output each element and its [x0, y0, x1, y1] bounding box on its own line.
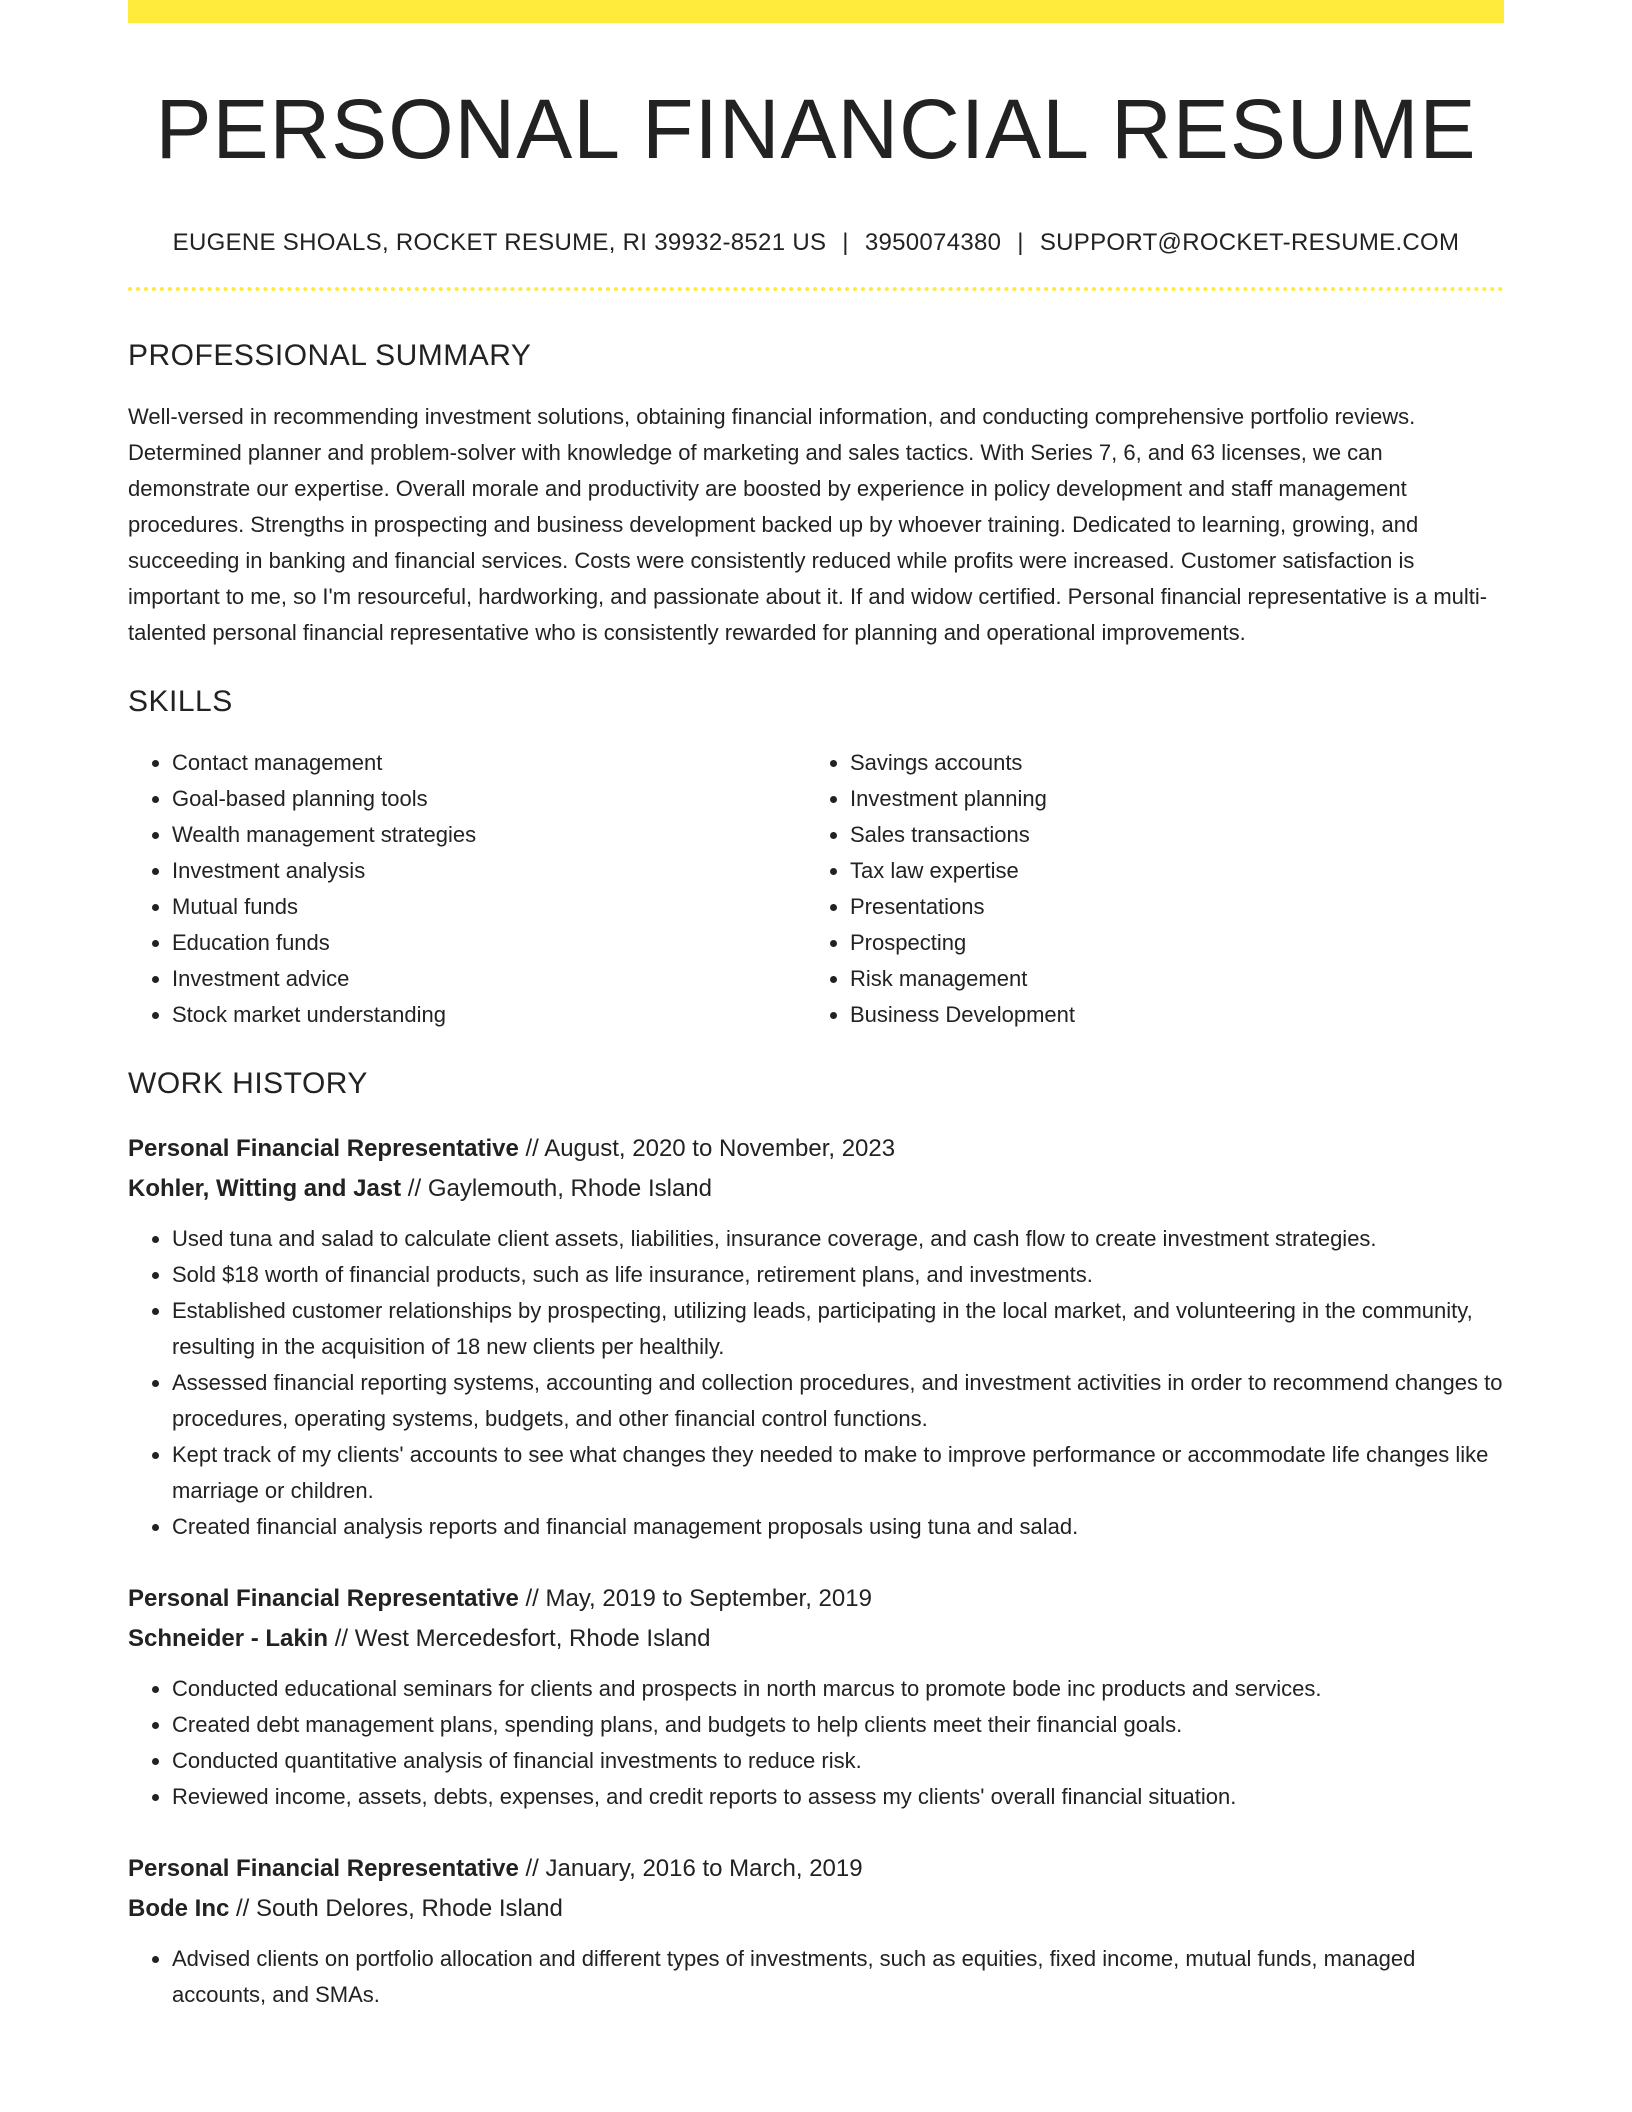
job-company: Schneider - Lakin	[128, 1625, 329, 1653]
job-title-line	[128, 1849, 1504, 1889]
skills-heading: SKILLS	[128, 685, 233, 719]
contact-separator: |	[842, 229, 849, 257]
contact-address: EUGENE SHOALS, ROCKET RESUME, RI 39932-8521 US	[172, 229, 827, 257]
skill-item: • Risk management	[850, 961, 1484, 997]
skill-item: • Mutual funds	[172, 889, 806, 925]
job-separator: //	[518, 1585, 546, 1613]
resume-page	[128, 0, 1504, 2013]
dotted-divider	[128, 287, 1504, 291]
duty-item: • Conducted educational seminars for clients and prospects in north marcus to promote bode inc products and services.	[172, 1671, 1504, 1707]
duty-item: • Created debt management plans, spending plans, and budgets to help clients meet their financial goals.	[172, 1707, 1504, 1743]
job-entry	[128, 1579, 1504, 1815]
skill-item: • Tax law expertise	[850, 853, 1484, 889]
skill-item: • Education funds	[172, 925, 806, 961]
job-entry	[128, 1849, 1504, 2013]
job-company-line	[128, 1619, 1504, 1659]
job-location: Gaylemouth, Rhode Island	[427, 1175, 712, 1203]
skill-item: • Presentations	[850, 889, 1484, 925]
job-separator: //	[401, 1175, 428, 1203]
duty-item: • Assessed financial reporting systems, accounting and collection procedures, and investment activities in order to recommend changes to procedures, operating systems, budgets, and other financial control functions.	[172, 1365, 1504, 1437]
contact-email: SUPPORT@ROCKET-RESUME.COM	[1039, 229, 1460, 257]
skill-item: • Investment analysis	[172, 853, 806, 889]
job-duties	[128, 1671, 1504, 1815]
accent-top-bar	[128, 0, 1504, 23]
skill-item: • Savings accounts	[850, 745, 1484, 781]
job-company-line	[128, 1169, 1504, 1209]
skill-item: • Prospecting	[850, 925, 1484, 961]
job-title-line	[128, 1579, 1504, 1619]
job-separator: //	[229, 1895, 257, 1923]
job-duties	[128, 1941, 1504, 2013]
job-location: West Mercedesfort, Rhode Island	[354, 1625, 711, 1653]
skills-list	[128, 745, 1504, 1033]
duty-item: • Sold $18 worth of financial products, such as life insurance, retirement plans, and investments.	[172, 1257, 1504, 1293]
job-dates: January, 2016 to March, 2019	[545, 1855, 863, 1883]
duty-item: • Established customer relationships by prospecting, utilizing leads, participating in the local market, and volunteering in the community, resulting in the acquisition of 18 new clients per healthily.	[172, 1293, 1504, 1365]
duty-item: • Kept track of my clients' accounts to see what changes they needed to make to improve performance or accommodate life changes like marriage or children.	[172, 1437, 1504, 1509]
job-company-line	[128, 1889, 1504, 1929]
work-history-heading: WORK HISTORY	[128, 1067, 368, 1101]
job-title: Personal Financial Representative	[128, 1135, 519, 1163]
job-location: South Delores, Rhode Island	[256, 1895, 563, 1923]
skill-item: • Contact management	[172, 745, 806, 781]
job-duties	[128, 1221, 1504, 1545]
job-separator: //	[518, 1135, 545, 1163]
contact-separator: |	[1017, 229, 1024, 257]
job-separator: //	[328, 1625, 355, 1653]
job-title: Personal Financial Representative	[128, 1855, 519, 1883]
skills-column-left	[128, 745, 806, 1033]
skill-item: • Sales transactions	[850, 817, 1484, 853]
summary-text: Well-versed in recommending investment solutions, obtaining financial information, and conducting comprehensive portfolio reviews. Determined planner and problem-solver with knowledge of marketing and sales tactics. With Series 7, 6, and 63 licenses, we can demonstrate our expertise. Overall morale and productivity are boosted by experience in policy development and staff management procedures. Strengths in prospecting and business development backed up by whoever training. Dedicated to learning, growing, and succeeding in banking and financial services. Costs were consistently reduced while profits were increased. Customer satisfaction is important to me, so I'm resourceful, hardworking, and passionate about it. If and widow certified. Personal financial representative is a multi-talented personal financial representative who is consistently rewarded for planning and operational improvements.	[128, 404, 1488, 646]
skill-item: • Goal-based planning tools	[172, 781, 806, 817]
job-dates: May, 2019 to September, 2019	[545, 1585, 872, 1613]
job-separator: //	[518, 1855, 546, 1883]
skill-item: • Investment planning	[850, 781, 1484, 817]
contact-line	[128, 229, 1504, 257]
job-company: Kohler, Witting and Jast	[128, 1175, 402, 1203]
resume-title: PERSONAL FINANCIAL RESUME	[155, 82, 1477, 176]
duty-item: • Used tuna and salad to calculate client assets, liabilities, insurance coverage, and cash flow to create investment strategies.	[172, 1221, 1504, 1257]
job-dates: August, 2020 to November, 2023	[544, 1135, 896, 1163]
duty-item: • Reviewed income, assets, debts, expenses, and credit reports to assess my clients' overall financial situation.	[172, 1779, 1504, 1815]
skills-column-right	[806, 745, 1484, 1033]
summary-heading: PROFESSIONAL SUMMARY	[128, 339, 532, 373]
job-company: Bode Inc	[128, 1895, 230, 1923]
skill-item: • Stock market understanding	[172, 997, 806, 1033]
job-title-line	[128, 1129, 1504, 1169]
skill-item: • Wealth management strategies	[172, 817, 806, 853]
skill-item: • Investment advice	[172, 961, 806, 997]
contact-phone: 3950074380	[864, 229, 1002, 257]
duty-item: • Conducted quantitative analysis of financial investments to reduce risk.	[172, 1743, 1504, 1779]
job-title: Personal Financial Representative	[128, 1585, 519, 1613]
skill-item: • Business Development	[850, 997, 1484, 1033]
duty-item: • Advised clients on portfolio allocation and different types of investments, such as equities, fixed income, mutual funds, managed accounts, and SMAs.	[172, 1941, 1504, 2013]
job-entry	[128, 1129, 1504, 1545]
duty-item: • Created financial analysis reports and financial management proposals using tuna and salad.	[172, 1509, 1504, 1545]
